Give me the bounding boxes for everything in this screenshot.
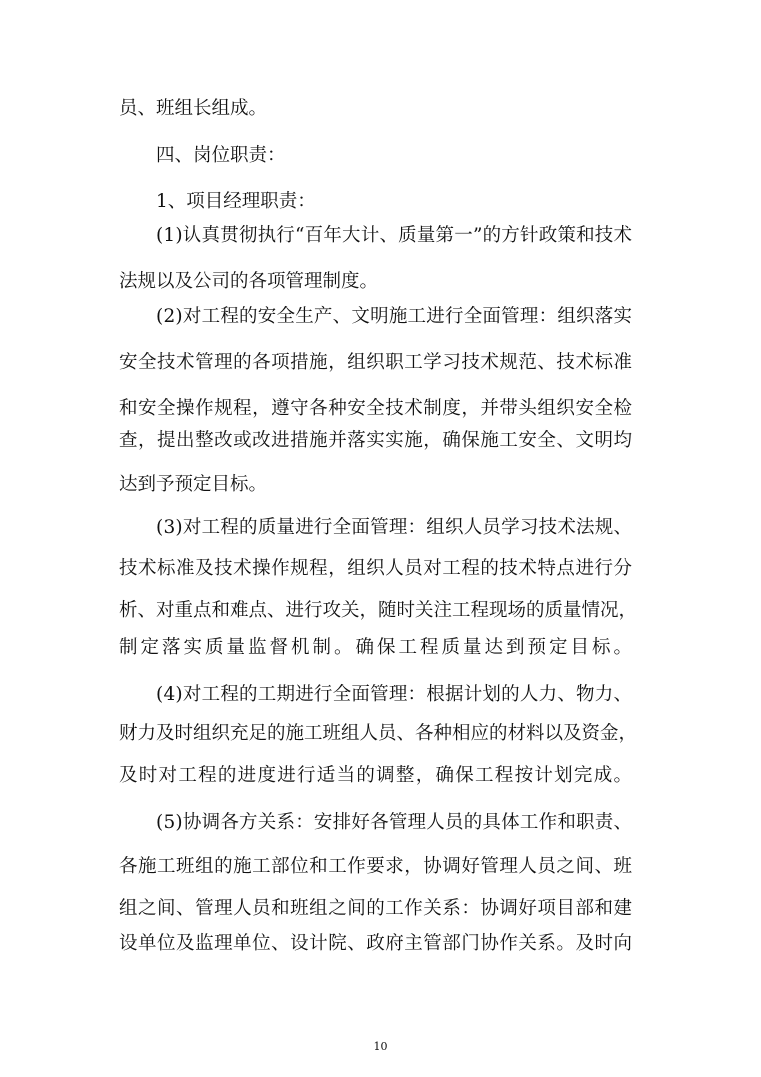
text-line: 法规以及公司的各项管理制度。 xyxy=(119,271,379,292)
paragraph-start: (2)对工程的安全生产、文明施工进行全面管理：组织落实 xyxy=(156,306,633,327)
text-line: 各施工班组的施工部位和工作要求，协调好管理人员之间、班 xyxy=(119,856,633,877)
section-heading: 四、岗位职责： xyxy=(156,145,286,166)
paragraph-start: (5)协调各方关系：安排好各管理人员的具体工作和职责、 xyxy=(156,812,633,833)
subsection-heading: 1、项目经理职责： xyxy=(156,191,316,212)
text-line: 和安全操作规程，遵守各种安全技术制度，并带头组织安全检 xyxy=(119,398,633,419)
text-line: 安全技术管理的各项措施，组织职工学习技术规范、技术标准 xyxy=(119,352,633,373)
text-line: 组之间、管理人员和班组之间的工作关系：协调好项目部和建 xyxy=(119,898,633,919)
paragraph-start: (3)对工程的质量进行全面管理：组织人员学习技术法规、 xyxy=(156,517,633,538)
text-line: 员、班组长组成。 xyxy=(119,98,268,119)
text-line: 制定落实质量监督机制。确保工程质量达到预定目标。 xyxy=(119,637,635,658)
text-line: 技术标准及技术操作规程，组织人员对工程的技术特点进行分 xyxy=(119,558,633,579)
text-line: 财力及时组织充足的施工班组人员、各种相应的材料以及资金， xyxy=(119,723,638,744)
page-number: 10 xyxy=(373,1040,388,1053)
text-line: 及时对工程的进度进行适当的调整，确保工程按计划完成。 xyxy=(119,765,634,786)
text-line: 设单位及监理单位、设计院、政府主管部门协作关系。及时向 xyxy=(119,933,633,954)
text-line: 析、对重点和难点、进行攻关，随时关注工程现场的质量情况， xyxy=(119,600,638,621)
paragraph-start: (1)认真贯彻执行“百年大计、质量第一”的方针政策和技术 xyxy=(156,225,633,246)
text-line: 达到予预定目标。 xyxy=(119,474,268,495)
paragraph-start: (4)对工程的工期进行全面管理：根据计划的人力、物力、 xyxy=(156,684,633,705)
text-line: 查，提出整改或改进措施并落实实施，确保施工安全、文明均 xyxy=(119,430,633,451)
